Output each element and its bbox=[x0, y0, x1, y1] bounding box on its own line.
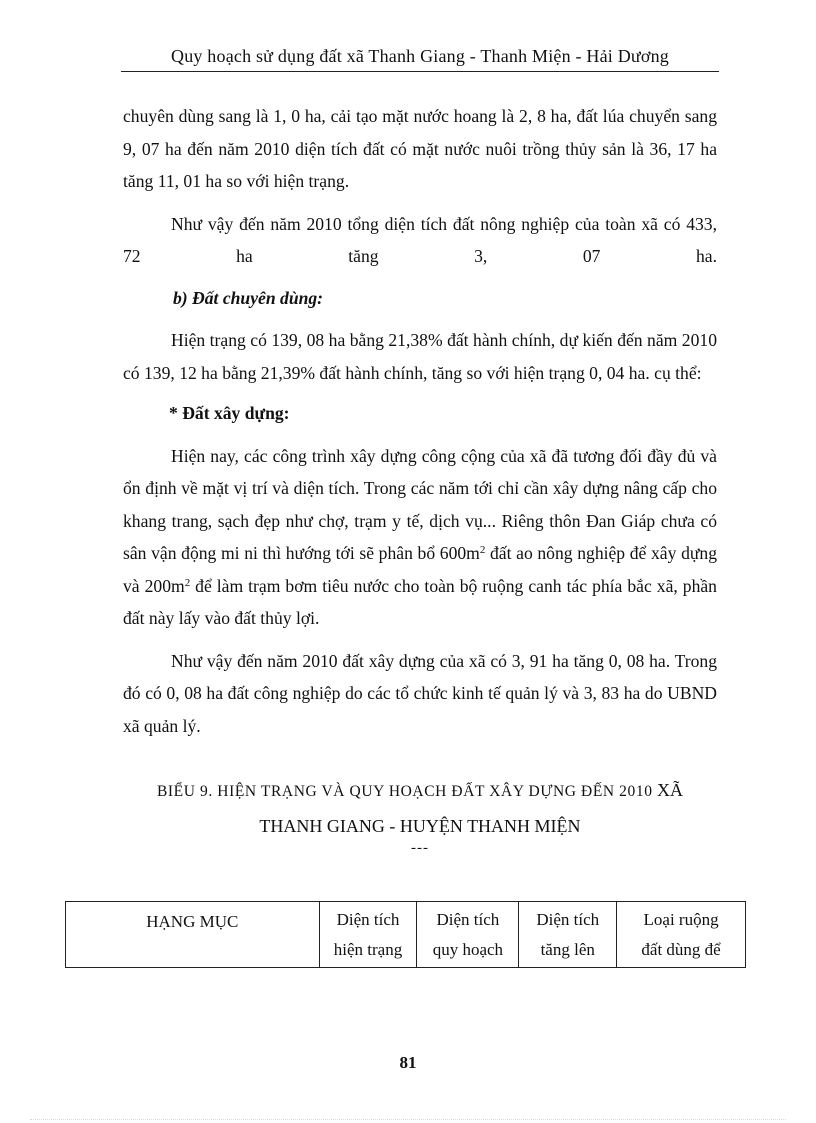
heading-dat-xay-dung: * Đất xây dựng: bbox=[169, 403, 290, 423]
header-cell-line: Diện tích bbox=[536, 910, 600, 929]
header-cell-line: hiện trạng bbox=[333, 940, 403, 959]
document-body bbox=[123, 100, 717, 742]
caption-line-2: THANH GIANG - HUYỆN THANH MIỆN bbox=[259, 816, 581, 836]
paragraph-4-part-2: đất ao nông nghiệp để xây dựng và 200m bbox=[123, 543, 717, 596]
page-header: Quy hoạch sử dụng đất xã Thanh Giang - Thanh Miện - Hải Dương bbox=[171, 46, 669, 66]
caption-line-1-tail: XÃ bbox=[657, 780, 684, 800]
paragraph-2: Như vậy đến năm 2010 tổng diện tích đất nông nghiệp của toàn xã có 433, 72 ha tăng 3, 07 ha. bbox=[123, 213, 717, 266]
paragraph-5: Như vậy đến năm 2010 đất xây dựng của xã có 3, 91 ha tăng 0, 08 ha. Trong đó có 0, 08 ha đất công nghiệp do các tổ chức kinh tế quản lý và 3, 83 ha do UBND xã quản lý. bbox=[123, 650, 717, 736]
superscript-2: 2 bbox=[479, 544, 486, 556]
header-cell-line: Loại ruộng bbox=[643, 910, 719, 929]
caption-line-1 bbox=[120, 773, 720, 809]
caption-line-1-text: BIỂU 9. HIỆN TRẠNG VÀ QUY HOẠCH ĐẤT XÂY DỰNG ĐẾN 2010 bbox=[156, 783, 653, 800]
header-hang-muc: HẠNG MỤC bbox=[66, 902, 320, 968]
header-cell-line: Diện tích bbox=[336, 910, 400, 929]
header-loai-ruong bbox=[617, 902, 746, 968]
header-cell-line: quy hoạch bbox=[432, 940, 504, 959]
footer-divider bbox=[30, 1119, 786, 1120]
paragraph-4-part-1: Hiện nay, các công trình xây dựng công cộng của xã đã tương đối đầy đủ và ổn định về mặt vị trí và diện tích. Trong các năm tới chỉ cần xây dựng nâng cấp cho khang trang, sạch đẹp như chợ, trạm y tế, dịch vụ... Riêng thôn Đan Giáp chưa có sân vận động mi ni thì hướng tới sẽ phân bổ 600m bbox=[123, 445, 717, 563]
header-divider bbox=[121, 71, 719, 72]
heading-dat-chuyen-dung: b) Đất chuyên dùng: bbox=[173, 287, 324, 308]
header-cell-line: đất dùng để bbox=[641, 940, 721, 959]
table-caption bbox=[120, 773, 720, 843]
header-dien-tich-quy-hoach bbox=[417, 902, 519, 968]
paragraph-4 bbox=[123, 440, 717, 635]
header-dien-tich-tang-len bbox=[519, 902, 617, 968]
land-table bbox=[65, 901, 746, 968]
header-cell-line: Diện tích bbox=[436, 910, 500, 929]
paragraph-3: Hiện trạng có 139, 08 ha bằng 21,38% đất hành chính, dự kiến đến năm 2010 có 139, 12 ha bằng 21,39% đất hành chính, tăng so với hiện trạng 0, 04 ha. cụ thể: bbox=[123, 330, 717, 383]
caption-dash: --- bbox=[411, 840, 429, 856]
header-dien-tich-hien-trang bbox=[319, 902, 417, 968]
paragraph-1: chuyên dùng sang là 1, 0 ha, cải tạo mặt nước hoang là 2, 8 ha, đất lúa chuyển sang 9, 07 ha đến năm 2010 diện tích đất có mặt nước nuôi trồng thủy sản là 36, 17 ha tăng 11, 01 ha so với hiện trạng. bbox=[123, 106, 717, 191]
superscript-2: 2 bbox=[184, 576, 191, 589]
page-number: 81 bbox=[399, 1053, 417, 1072]
header-cell-line: tăng lên bbox=[540, 940, 595, 959]
paragraph-4-part-3: để làm trạm bơm tiêu nước cho toàn bộ ruộng canh tác phía bắc xã, phần đất này lấy vào đất thủy lợi. bbox=[123, 575, 717, 628]
table-header-row bbox=[66, 902, 746, 968]
